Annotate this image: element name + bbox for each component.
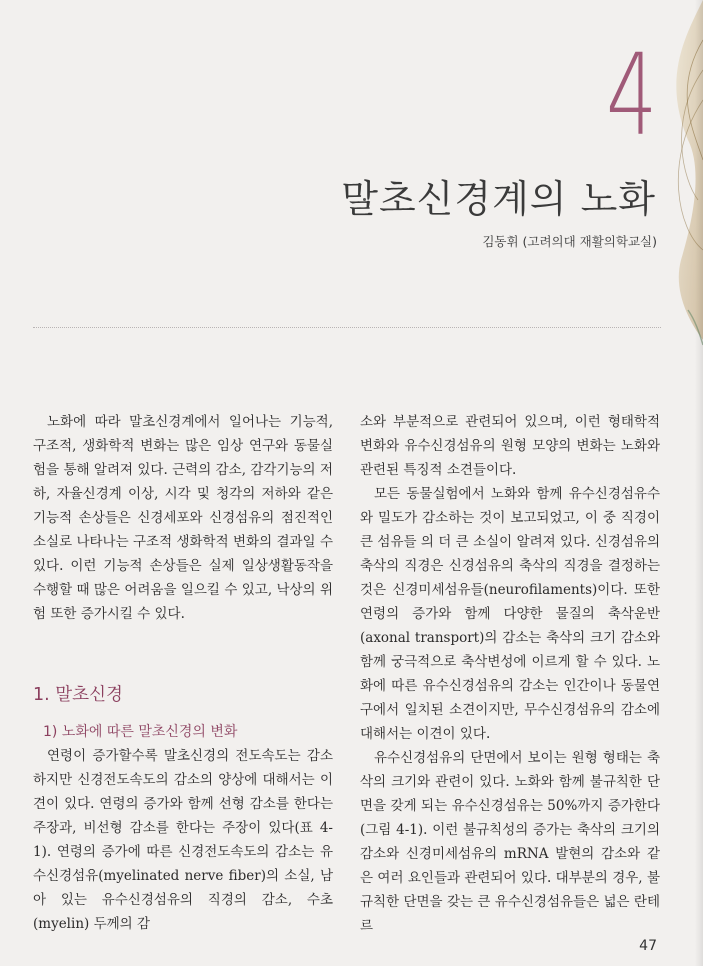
header-divider <box>33 327 661 328</box>
intro-paragraph: 노화에 따라 말초신경계에서 일어나는 기능적, 구조적, 생화학적 변화는 많은 임상 연구와 동물실험을 통해 알려져 있다. 근력의 감소, 감각기능의 저하, 자율신경계 이상, 시각 및 청각의 저하와 같은 기능적 손상들은 신경세포와 신경섬유의 점진적인 소실로 나타나는 구조적 생화학적 변화의 결과일 수 있다. 이런 기능적 손상들은 실제 일상생활동작을 수행할 때 많은 어려움을 일으킬 수 있고, 낙상의 위험 또한 증가시킬 수 있다. <box>33 414 333 622</box>
right-column <box>360 410 660 938</box>
sub-heading: 1) 노화에 따른 말초신경의 변화 <box>43 724 238 740</box>
page-number: 47 <box>639 938 657 954</box>
chapter-title: 말초신경계의 노화 <box>341 177 656 221</box>
body-paragraph: 연령이 증가할수록 말초신경의 전도속도는 감소하지만 신경전도속도의 감소의 양상에 대해서는 이견이 있다. 연령의 증가와 함께 선형 감소를 한다는 주장과, 비선형 감소를 한다는 주장이 있다(표 4-1). 연령의 증가에 따른 신경전도속도의 감소는 유수신경섬유(myelinated nerve fiber)의 소실, 남아 있는 유수신경섬유의 직경의 감소, 수초(myelin) 두께의 감 <box>33 748 333 932</box>
body-paragraph: 모든 동물실험에서 노화와 함께 유수신경섬유수와 밀도가 감소하는 것이 보고되었고, 이 중 직경이 큰 섬유들 의 더 큰 소실이 알려져 있다. 신경섬유의 축삭의 직경은 신경섬유의 축삭의 직경을 결정하는 것은 신경미세섬유들(neurofilaments)이다. 또한 연령의 증가와 함께 다양한 물질의 축삭운반(axonal transport)의 감소는 축삭의 크기 감소와 함께 궁극적으로 축삭변성에 이르게 할 수 있다. 노화에 따른 유수신경섬유의 감소는 인간이나 동물연구에서 일치된 소견이지만, 무수신경섬유의 감소에 대해서는 이견이 있다. <box>360 486 660 742</box>
section-heading: 1. 말초신경 <box>33 685 123 705</box>
body-paragraph: 유수신경섬유의 단면에서 보이는 원형 형태는 축삭의 크기와 관련이 있다. 노화와 함께 불규칙한 단면을 갖게 되는 유수신경섬유는 50%까지 증가한다(그림 4-1). 이런 불규칙성의 증가는 축삭의 크기의 감소와 신경미세섬유의 mRNA 발현의 감소와 같은 여러 요인들과 관련되어 있다. 대부분의 경우, 불규칙한 단면을 갖는 큰 유수신경섬유들은 넓은 란테르 <box>360 750 660 934</box>
chapter-author: 김동휘 (고려의대 재활의학교실) <box>482 234 657 249</box>
left-column <box>33 410 333 936</box>
chapter-number: 4 <box>605 31 657 161</box>
body-paragraph-continued: 소와 부분적으로 관련되어 있으며, 이런 형태학적 변화와 유수신경섬유의 원형 모양의 변화는 노화와 관련된 특징적 소견들이다. <box>360 414 660 478</box>
page-edge-shadow <box>695 0 703 966</box>
